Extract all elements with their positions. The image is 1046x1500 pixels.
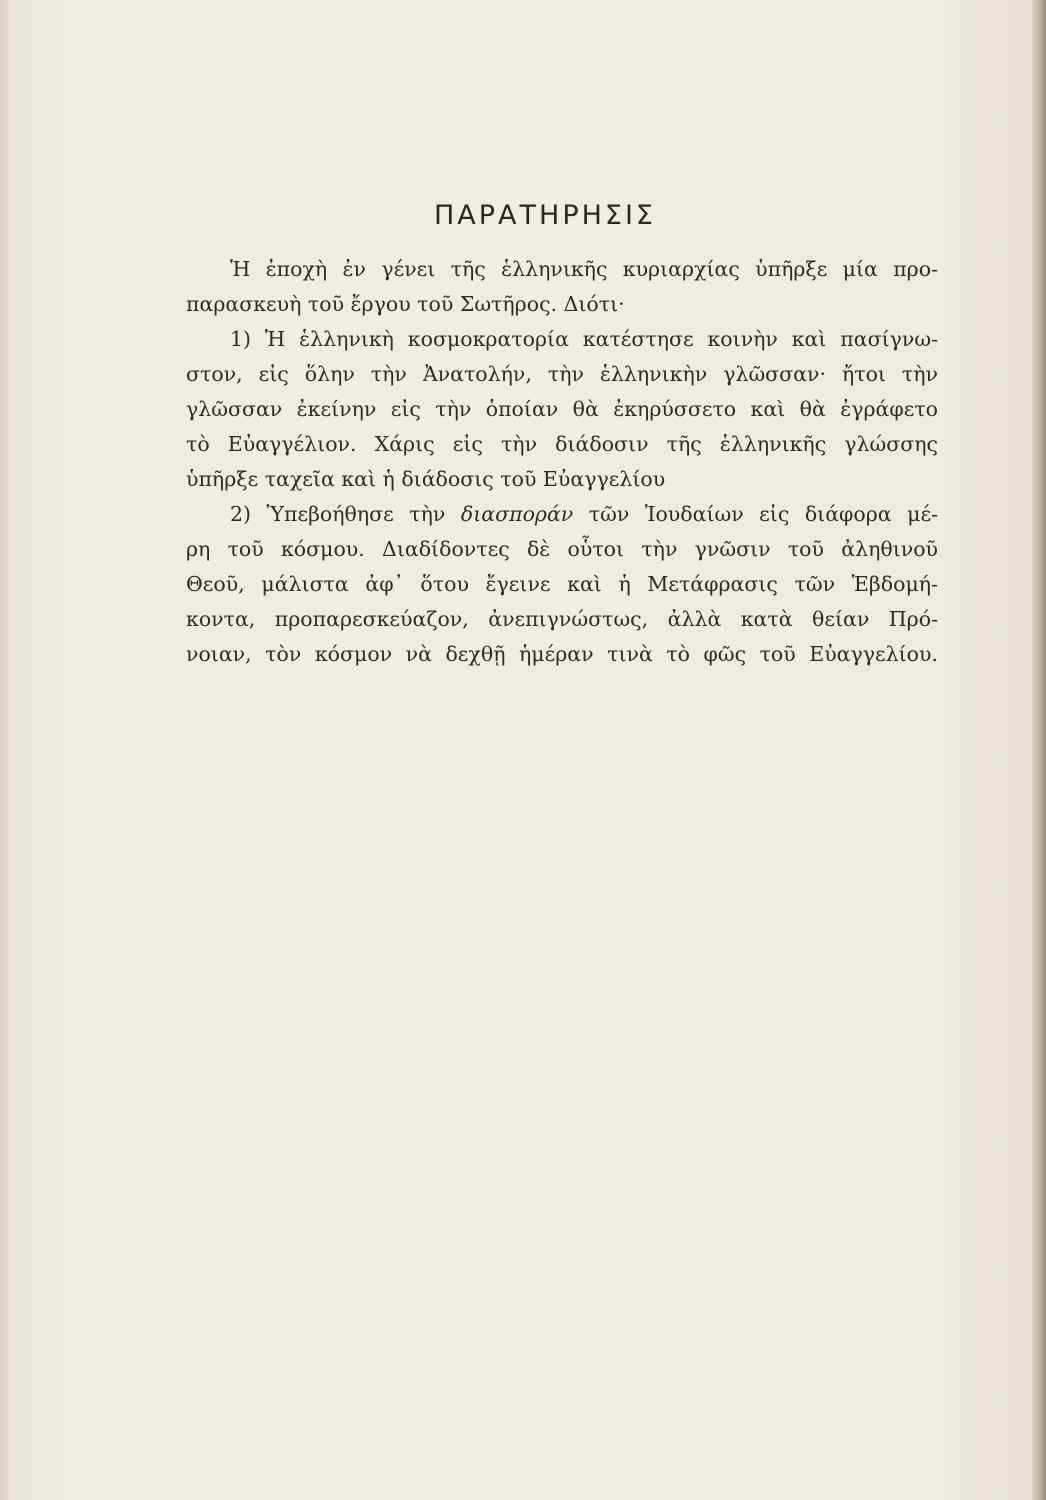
page-left-edge: [0, 0, 10, 1500]
text-line-11: κοντα, προπαρεσκεύαζον, ἀνεπιγνώστως, ἀλλὰ κατὰ θείαν Πρό-: [186, 607, 938, 631]
body-text: [186, 252, 938, 672]
text-line-4: στον, εἰς ὅλην τὴν Ἀνατολήν, τὴν ἑλληνικὴν γλῶσσαν· ἤτοι τὴν: [186, 362, 938, 386]
text-line-6: τὸ Εὐαγγέλιον. Χάρις εἰς τὴν διάδοσιν τῆς ἑλληνικῆς γλώσσης: [186, 432, 938, 456]
text-line-8-end: τῶν Ἰουδαίων εἰς διάφορα μέ-: [573, 502, 938, 526]
text-line-8-start: 2) Ὑπεβοήθησε τὴν: [230, 502, 461, 526]
text-line-12: νοιαν, τὸν κόσμον νὰ δεχθῇ ἡμέραν τινὰ τὸ φῶς τοῦ Εὐαγγελίου.: [186, 642, 938, 666]
page-title: ΠΑΡΑΤΗΡΗΣΙΣ: [434, 200, 656, 231]
text-line-7: ὑπῆρξε ταχεῖα καὶ ἡ διάδοσις τοῦ Εὐαγγελίου: [186, 467, 666, 491]
text-line-3: 1) Ἡ ἑλληνικὴ κοσμοκρατορία κατέστησε κοινὴν καὶ πασίγνω-: [230, 327, 938, 351]
emphasized-word: διασποράν: [460, 502, 574, 526]
text-line-2: παρασκευὴ τοῦ ἔργου τοῦ Σωτῆρος. Διότι·: [186, 292, 625, 316]
text-line-5: γλῶσσαν ἐκείνην εἰς τὴν ὁποίαν θὰ ἐκηρύσσετο καὶ θὰ ἐγράφετο: [186, 397, 938, 421]
text-line-9: ρη τοῦ κόσμου. Διαδίδοντες δὲ οὗτοι τὴν γνῶσιν τοῦ ἀληθινοῦ: [186, 537, 938, 561]
text-line-1: Ἡ ἐποχὴ ἐν γένει τῆς ἑλληνικῆς κυριαρχίας ὑπῆρξε μία προ-: [230, 257, 938, 281]
text-line-10: Θεοῦ, μάλιστα ἀφ᾿ ὅτου ἔγεινε καὶ ἡ Μετάφρασις τῶν Ἑβδομή-: [186, 572, 938, 596]
text-line-8: [186, 497, 938, 532]
